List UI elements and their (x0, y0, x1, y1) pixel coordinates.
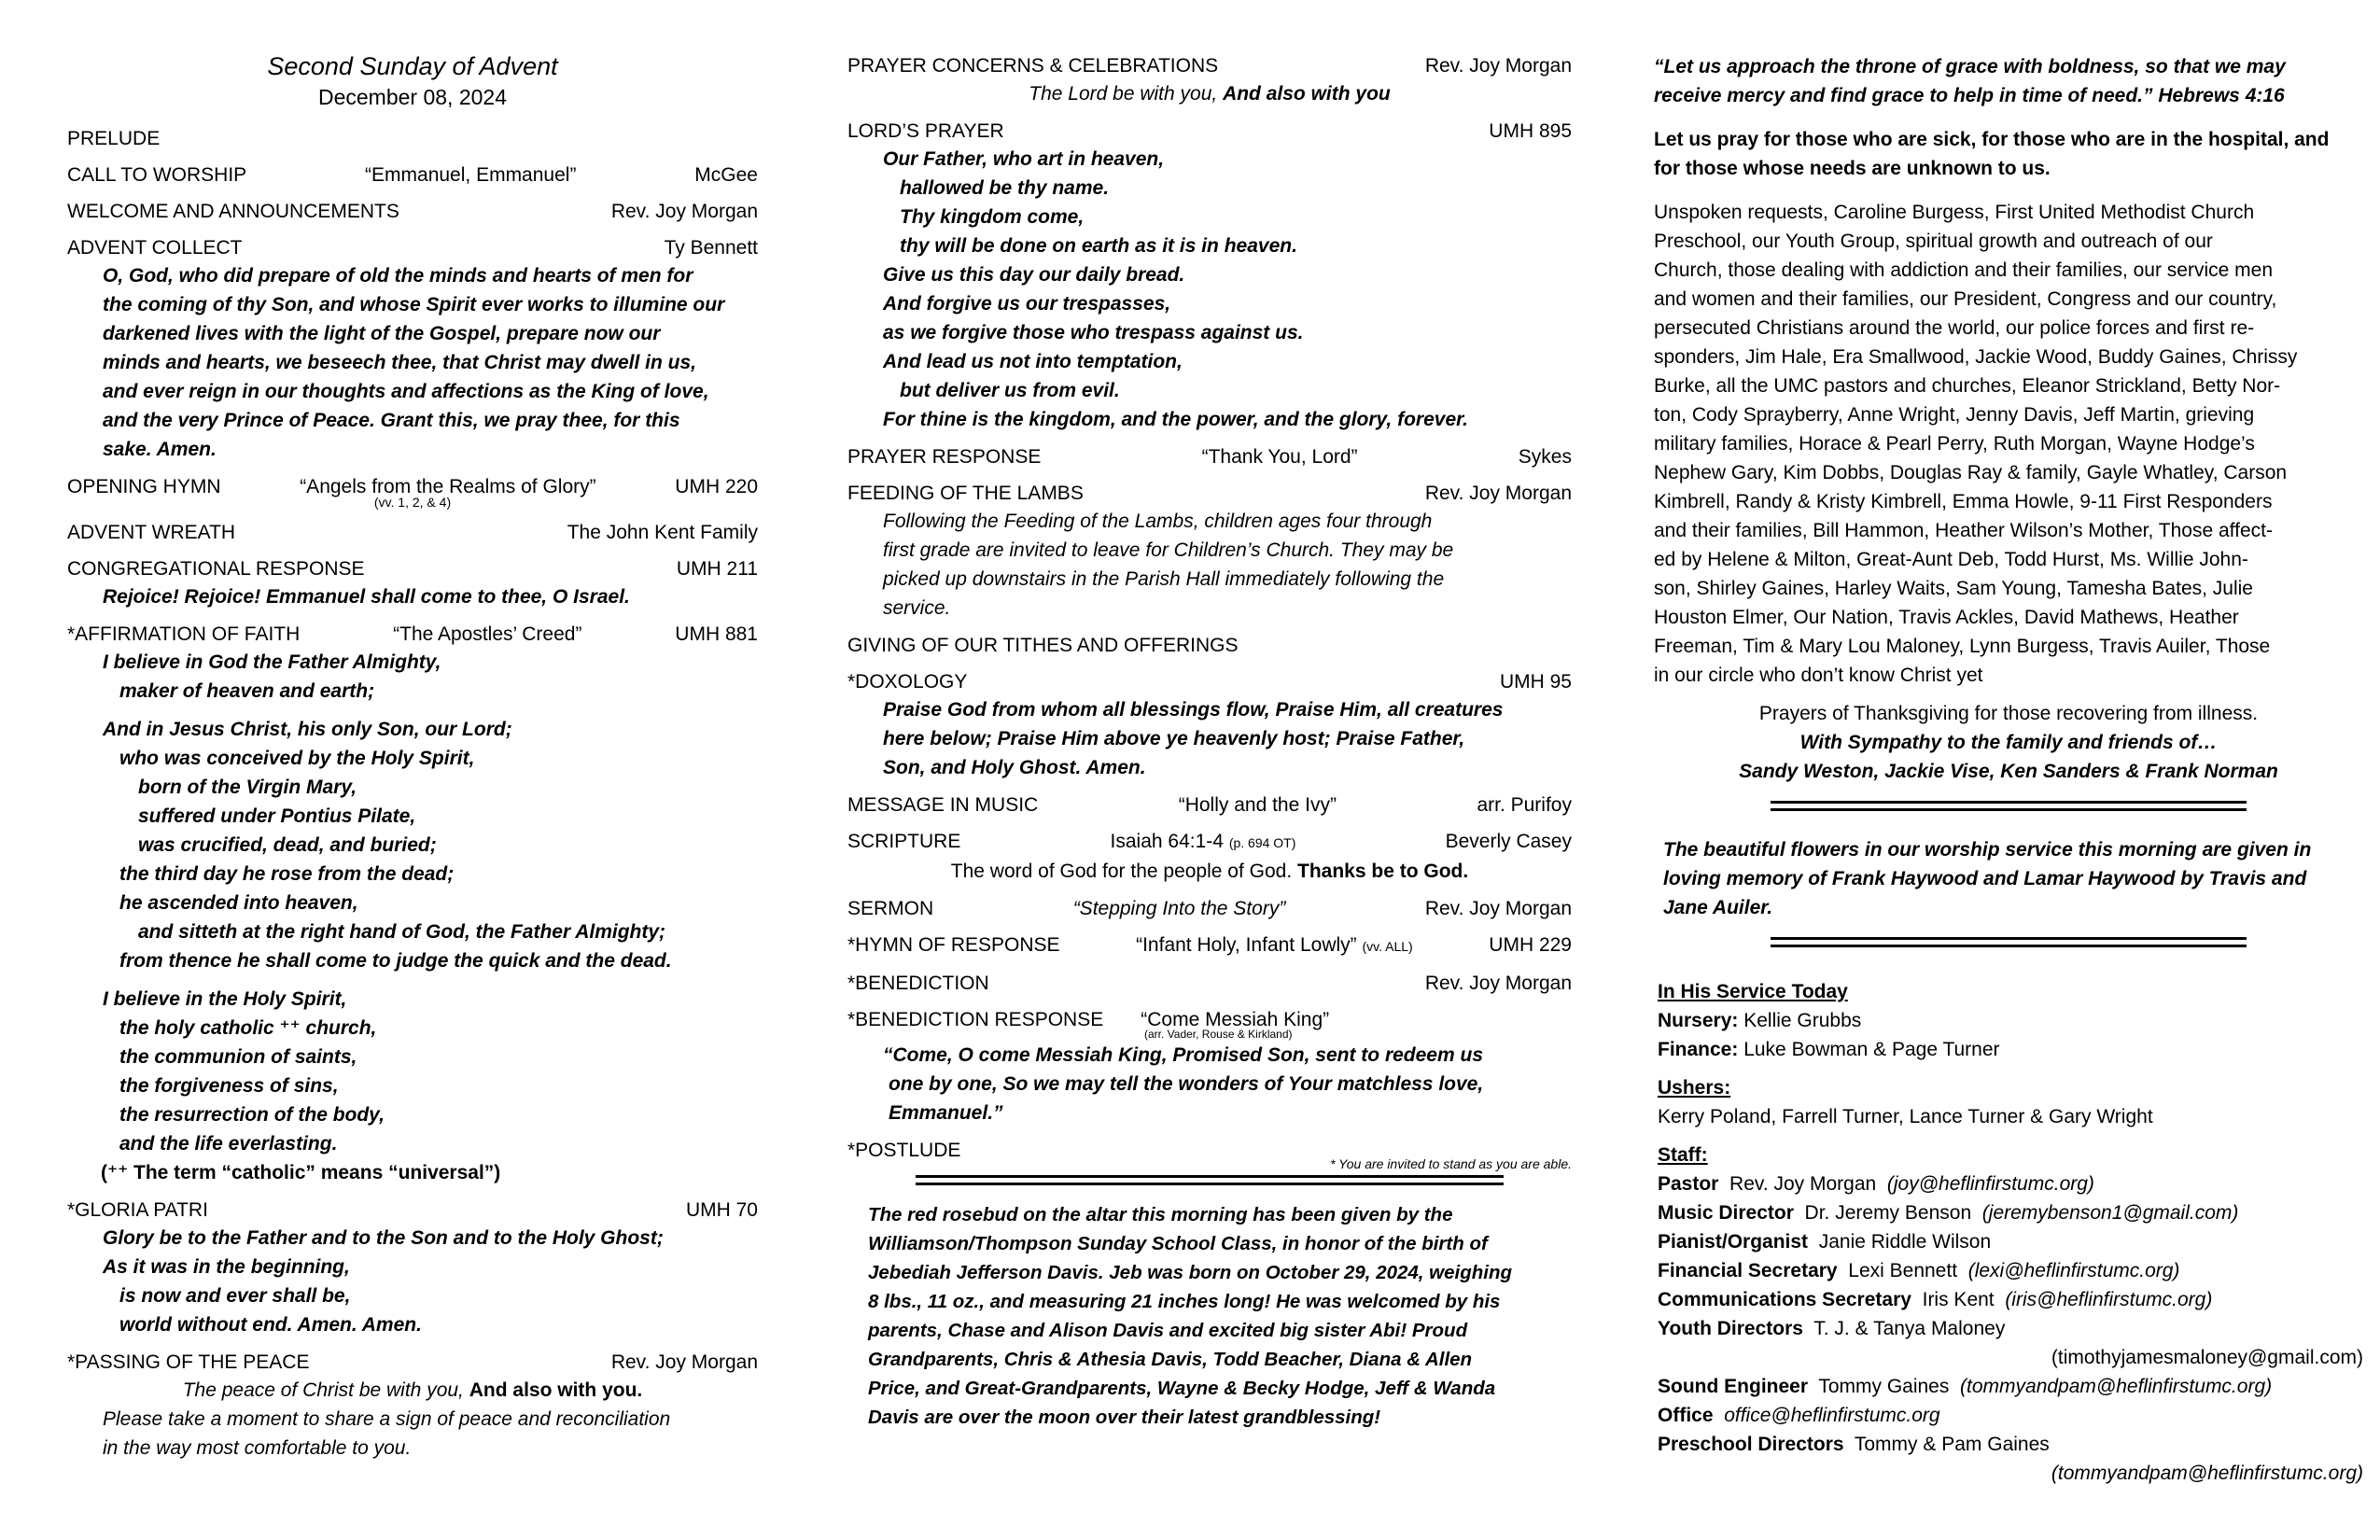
service-heading: In His Service Today (1658, 981, 1848, 1002)
benediction-response-text: “Come, O come Messiah King, Promised Son, sent to redeem us one by one, So we may tell the wonders of Your matchless love, Emmanuel.” (883, 1044, 1484, 1124)
finance-row: Finance: Luke Bowman & Page Turner (1658, 1039, 2000, 1060)
order-of-worship-column-2 (847, 52, 1572, 1432)
youth-email: (timothyjamesmaloney@gmail.com) (2051, 1347, 2363, 1368)
affirmation-of-faith-item: *AFFIRMATION OF FAITH “The Apostles’ Creed” UMH 881 (67, 623, 758, 645)
passing-of-peace-item: *PASSING OF THE PEACE Rev. Joy Morgan (67, 1351, 758, 1373)
service-roster (1654, 977, 2363, 1488)
prayer-response-item: PRAYER RESPONSE “Thank You, Lord” Sykes (847, 446, 1572, 468)
hymn-of-response-item: *HYMN OF RESPONSE “Infant Holy, Infant Lowly” (vv. ALL) UMH 229 (847, 934, 1572, 956)
gloria-patri-text: Glory be to the Father and to the Son and to the Holy Ghost; As it was in the beginning, is now and ever shall be, world without end. Amen. Amen. (103, 1227, 664, 1336)
staff-row: Youth Directors T. J. & Tanya Maloney (1658, 1318, 2006, 1339)
advent-collect-item: ADVENT COLLECT Ty Bennett (67, 237, 758, 259)
doxology-text: Praise God from whom all blessings flow, Praise Him, all creatures here below; Praise Him above ye heavenly host; Praise Father, Son, and Holy Ghost. Amen. (883, 699, 1504, 778)
peace-instructions: Please take a moment to share a sign of peace and reconciliation in the way most comfortable to you. (103, 1408, 671, 1459)
apostles-creed-part-1: I believe in God the Father Almighty, maker of heaven and earth; (103, 651, 441, 702)
order-of-worship-column-1 (67, 47, 758, 1463)
benediction-item: *BENEDICTION Rev. Joy Morgan (847, 973, 1572, 994)
ushers-list: Kerry Poland, Farrell Turner, Lance Turner & Gary Wright (1658, 1106, 2153, 1127)
prayers-and-service-column (1654, 52, 2363, 1488)
staff-row: Sound Engineer Tommy Gaines (tommyandpam@heflinfirstumc.org) (1658, 1376, 2273, 1397)
nursery-row: Nursery: Kellie Grubbs (1658, 1010, 1862, 1031)
message-in-music-item: MESSAGE IN MUSIC “Holly and the Ivy” arr. Purifoy (847, 794, 1572, 816)
bulletin-title: Second Sunday of Advent (267, 52, 558, 80)
staff-row: Office office@heflinfirstumc.org (1658, 1405, 1940, 1426)
apostles-creed-part-2: And in Jesus Christ, his only Son, our Lord; who was conceived by the Holy Spirit, born of the Virgin Mary, suffered under Pontius Pilate, was crucified, dead, and buried; the third day he rose from the dead; he ascended into heaven, and sitteth at the right hand of God, the Father Almighty; from thence he shall come to judge the quick and the dead. (103, 719, 672, 972)
concerns-exchange: The Lord be with you, And also with you (1029, 83, 1391, 105)
staff-row: Pianist/Organist Janie Riddle Wilson (1658, 1231, 1992, 1253)
staff-row: Preschool Directors Tommy & Pam Gaines (1658, 1434, 2050, 1455)
congregational-response-text: Rejoice! Rejoice! Emmanuel shall come to thee, O Israel. (103, 586, 630, 608)
scripture-verse: “Let us approach the throne of grace with boldness, so that we may receive mercy and find grace to help in time of need.” Hebrews 4:16 (1654, 56, 2286, 106)
postlude-item: *POSTLUDE (847, 1140, 961, 1161)
stand-footnote: * You are invited to stand as you are able. (1330, 1156, 1572, 1171)
tithes-item: GIVING OF OUR TITHES AND OFFERINGS (847, 635, 1239, 656)
rosebud-announcement: The red rosebud on the altar this morning has been given by the Williamson/Thompson Sunday School Class, in honor of the birth of Jebediah Jefferson Davis. Jeb was born on October 29, 2024, weighing 8 lbs., 11 oz., and measuring 21 inches long! He was welcomed by his parents, Chase and Alison Davis and excited big sister Abi! Proud Grandparents, Chris & Athesia Davis, Todd Beacher, Diana & Allen Price, and Great-Grandparents, Wayne & Becky Hodge, Jeff & Wanda Davis are over the moon over their latest grandblessing! (868, 1204, 1513, 1428)
thanksgiving-note: Prayers of Thanksgiving for those recovering from illness. (1758, 703, 2259, 724)
prayer-concerns-item: PRAYER CONCERNS & CELEBRATIONS Rev. Joy Morgan (847, 55, 1572, 77)
opening-hymn-verses: (vv. 1, 2, & 4) (373, 495, 452, 510)
staff-row: Music Director Dr. Jeremy Benson (jeremybenson1@gmail.com) (1658, 1202, 2239, 1224)
welcome-item: WELCOME AND ANNOUNCEMENTS Rev. Joy Morgan (67, 201, 758, 222)
ushers-heading: Ushers: (1658, 1077, 1731, 1099)
prayer-invitation: Let us pray for those who are sick, for those who are in the hospital, and for those whose needs are unknown to us. (1654, 129, 2330, 179)
benediction-response-item: *BENEDICTION RESPONSE “Come Messiah King” (847, 1009, 1330, 1030)
catholic-footnote: (⁺⁺ The term “catholic” means “universal”) (101, 1162, 501, 1183)
benediction-response-arranger: (arr. Vader, Rouse & Kirkland) (1144, 1028, 1293, 1041)
scripture-response: The word of God for the people of God. Thanks be to God. (950, 861, 1469, 882)
prelude-item: PRELUDE (67, 128, 161, 149)
peace-exchange: The peace of Christ be with you, And also with you. (182, 1379, 643, 1401)
section-divider (1771, 937, 2247, 947)
advent-wreath-item: ADVENT WREATH The John Kent Family (67, 522, 758, 543)
staff-row: Communications Secretary Iris Kent (iris@heflinfirstumc.org) (1658, 1289, 2213, 1310)
section-divider (1771, 801, 2247, 811)
prayer-requests-list: Unspoken requests, Caroline Burgess, First United Methodist Church Preschool, our Youth Group, spiritual growth and outreach of our Church, those dealing with addiction and their families, our service men and women and their families, our President, Congress and our country, persecuted Christians around the world, our police forces and first re- sponders, Jim Hale, Era Smallwood, Jackie Wood, Buddy Gaines, Chrissy Burke, all the UMC pastors and churches, Eleanor Strickland, Betty Nor- ton, Cody Sprayberry, Anne Wright, Jenny Davis, Jeff Martin, grieving military families, Horace & Pearl Perry, Ruth Morgan, Wayne Hodge’s Nephew Gary, Kim Dobbs, Douglas Ray & family, Gayle Whatley, Carson Kimbrell, Randy & Kristy Kimbrell, Emma Howle, 9-11 First Responders and their families, Bill Hammon, Heather Wilson’s Mother, Those affect- ed by Helene & Milton, Great-Aunt Deb, Todd Hurst, Ms. Willie John- son, Shirley Gaines, Harley Waits, Sam Young, Tamesha Bates, Julie Houston Elmer, Our Nation, Travis Ackles, David Mathews, Heather Freeman, Tim & Mary Lou Maloney, Lynn Burgess, Travis Auiler, Those in our circle who don’t know Christ yet (1654, 202, 2298, 686)
apostles-creed-part-3: I believe in the Holy Spirit, the holy catholic ⁺⁺ church, the communion of saints, the forgiveness of sins, the resurrection of the body, and the life everlasting. (103, 988, 385, 1155)
staff-heading: Staff: (1658, 1144, 1708, 1166)
lords-prayer-item: LORD’S PRAYER UMH 895 (847, 120, 1572, 142)
bulletin-date: December 08, 2024 (317, 85, 507, 109)
advent-collect-text: O, God, who did prepare of old the minds and hearts of men for the coming of thy Son, and whose Spirit ever works to illumine our darkened lives with the light of the Gospel, prepare now our minds and hearts, we beseech thee, that Christ may dwell in us, and ever reign in our thoughts and affections as the King of love, and the very Prince of Peace. Grant this, we pray thee, for this sake. Amen. (103, 265, 725, 460)
feeding-of-lambs-text: Following the Feeding of the Lambs, children ages four through first grade are invited to leave for Children’s Church. They may be picked up downstairs in the Parish Hall immediately following the service. (883, 511, 1454, 619)
call-to-worship-item: CALL TO WORSHIP “Emmanuel, Emmanuel” McGee (67, 164, 758, 186)
lords-prayer-text: Our Father, who art in heaven, hallowed be thy name. Thy kingdom come, thy will be done on earth as it is in heaven. Give us this day our daily bread. And forgive us our trespasses, as we forgive those who trespass against us. And lead us not into temptation, but deliver us from evil. For thine is the kingdom, and the power, and the glory, forever. (883, 148, 1468, 430)
staff-row: Pastor Rev. Joy Morgan (joy@heflinfirstumc.org) (1658, 1173, 2094, 1195)
scripture-item: SCRIPTURE Isaiah 64:1-4 (p. 694 OT) Beverly Casey (847, 831, 1572, 852)
gloria-patri-item: *GLORIA PATRI UMH 70 (67, 1199, 758, 1221)
staff-row: Financial Secretary Lexi Bennett (lexi@heflinfirstumc.org) (1658, 1260, 2180, 1281)
sermon-item: SERMON “Stepping Into the Story” Rev. Joy Morgan (847, 898, 1572, 919)
sympathy-note: With Sympathy to the family and friends of… Sandy Weston, Jackie Vise, Ken Sanders & Frank Norman (1739, 732, 2278, 782)
flowers-dedication: The beautiful flowers in our worship service this morning are given in loving memory of Frank Haywood and Lamar Haywood by Travis and Jane Auiler. (1663, 839, 2312, 918)
doxology-item: *DOXOLOGY UMH 95 (847, 671, 1572, 693)
feeding-of-lambs-item: FEEDING OF THE LAMBS Rev. Joy Morgan (847, 483, 1572, 504)
section-divider (916, 1175, 1504, 1185)
opening-hymn-item: OPENING HYMN “Angels from the Realms of Glory” UMH 220 (67, 476, 758, 497)
preschool-email: (tommyandpam@heflinfirstumc.org) (2051, 1463, 2363, 1484)
congregational-response-item: CONGREGATIONAL RESPONSE UMH 211 (67, 558, 758, 580)
